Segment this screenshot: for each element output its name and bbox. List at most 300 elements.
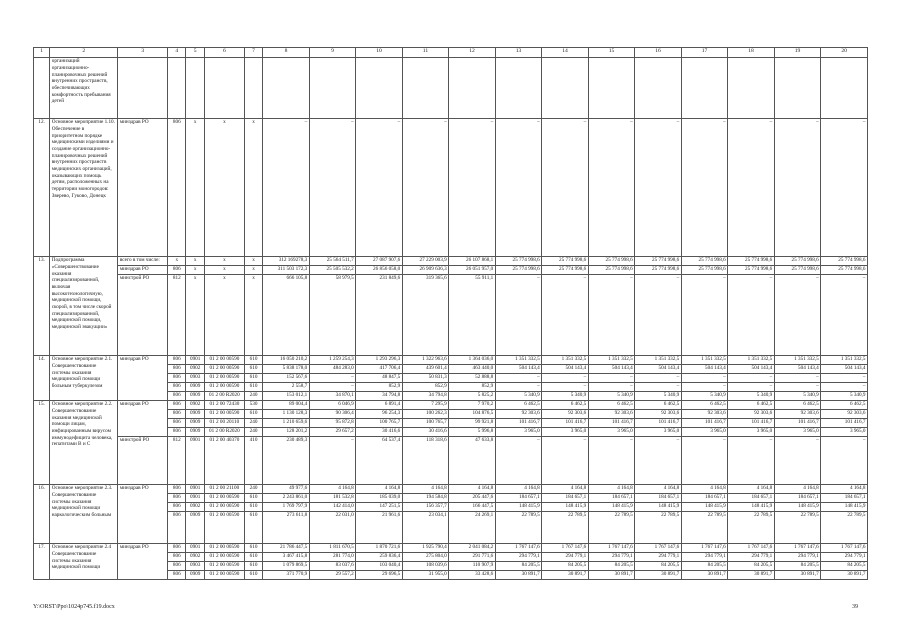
table-row <box>34 544 868 553</box>
table-body <box>34 58 868 580</box>
table-cell: 25 774 998,6 <box>495 266 542 275</box>
table-cell: 01 2 00 20110 <box>204 419 244 428</box>
table-cell: – <box>263 119 310 257</box>
table-cell: 4 164,8 <box>449 485 496 494</box>
table-cell: 184 657,1 <box>681 494 728 503</box>
table-cell: 294 779,1 <box>774 553 821 562</box>
table-cell: 417 706,4 <box>356 365 403 374</box>
table-cell: 26 856 058,0 <box>356 266 403 275</box>
table-cell: 666 105,8 <box>263 275 310 356</box>
table-cell: 1 767 147,6 <box>495 544 542 553</box>
table-cell: 2 558,7 <box>263 383 310 392</box>
table-cell: 184 657,1 <box>728 494 775 503</box>
table-cell: – <box>495 383 542 392</box>
table-cell: 22 789,5 <box>495 512 542 544</box>
table-cell: 22 031,0 <box>309 512 356 544</box>
page-number: 39 <box>852 604 858 610</box>
table-cell: 1 351 332,5 <box>635 356 682 365</box>
table-cell: 806 <box>168 553 186 562</box>
table-cell: – <box>635 275 682 356</box>
table-cell: 610 <box>244 365 262 374</box>
table-cell: 7 970,2 <box>449 401 496 410</box>
table-cell: 1 364 036,0 <box>449 356 496 365</box>
table-cell: 147 251,5 <box>356 503 403 512</box>
table-cell: 812 <box>168 437 186 485</box>
table-cell: 24 269,1 <box>449 512 496 544</box>
table-cell: 27 229 003,9 <box>402 257 449 266</box>
table-cell: 01 2 00 00590 <box>204 383 244 392</box>
column-header: 1 <box>34 48 50 58</box>
table-cell: 01 2 00 21100 <box>204 485 244 494</box>
table-cell: 13. <box>34 257 50 356</box>
table-cell: 22 789,5 <box>635 512 682 544</box>
table-cell: 0901 <box>186 356 204 365</box>
table-cell: – <box>635 383 682 392</box>
table-cell: 1 351 332,5 <box>542 356 589 365</box>
file-path: Y:\ORST\Ppo\1024p745.f19.docx <box>33 604 115 610</box>
table-cell <box>402 58 449 119</box>
table-cell: 101 416,7 <box>588 419 635 428</box>
table-cell: 0903 <box>186 562 204 571</box>
table-cell: х <box>186 257 204 266</box>
table-cell: 25 774 998,6 <box>728 266 775 275</box>
table-cell: 64 537,4 <box>356 437 403 485</box>
table-cell: 15. <box>34 401 50 485</box>
table-cell: 0903 <box>186 374 204 383</box>
table-cell <box>309 58 356 119</box>
table-cell: – <box>728 383 775 392</box>
table-cell: всего в том числе: <box>118 257 168 266</box>
table-cell: 92 303,6 <box>495 410 542 419</box>
table-cell: 01 2 00 00590 <box>204 494 244 503</box>
table-cell: 30 891,7 <box>495 571 542 580</box>
table-cell: 25 774 998,6 <box>542 257 589 266</box>
table-cell: 806 <box>168 401 186 410</box>
table-cell: минстрой РО <box>118 437 168 485</box>
table-cell: 92 303,6 <box>728 410 775 419</box>
table-cell: 806 <box>168 428 186 437</box>
table-cell: 29 696,5 <box>356 571 403 580</box>
table-cell: Основное мероприятие 2.2. Совершенствование оказания медицинской помощи лицам, инфицированным вирусом иммунодефицита человека, гепатитами В и С <box>50 401 118 485</box>
column-header: 20 <box>821 48 868 58</box>
table-cell: 34 794,8 <box>356 392 403 401</box>
table-cell: 01 2 00 00590 <box>204 374 244 383</box>
table-cell: 184 657,1 <box>774 494 821 503</box>
column-header: 19 <box>774 48 821 58</box>
table-cell: 25 774 998,6 <box>681 257 728 266</box>
table-cell: 610 <box>244 544 262 553</box>
table-cell: 22 789,5 <box>774 512 821 544</box>
table-cell <box>204 58 244 119</box>
table-cell: – <box>728 275 775 356</box>
column-header: 11 <box>402 48 449 58</box>
table-cell: 3 965,0 <box>542 428 589 437</box>
table-cell: 6 046,9 <box>309 401 356 410</box>
table-cell: 103 040,4 <box>356 562 403 571</box>
table-cell: 30 891,7 <box>774 571 821 580</box>
table-cell: – <box>774 374 821 383</box>
table-cell: 25 774 998,6 <box>635 257 682 266</box>
table-cell: 1 925 790,4 <box>402 544 449 553</box>
table-cell: 1 767 147,6 <box>774 544 821 553</box>
column-header: 13 <box>495 48 542 58</box>
table-cell: 0902 <box>186 365 204 374</box>
table-cell: 92 303,6 <box>588 410 635 419</box>
table-cell: 30 891,7 <box>542 571 589 580</box>
table-cell: 01 2 00 00590 <box>204 356 244 365</box>
table-cell: 0909 <box>186 410 204 419</box>
table-cell: 0909 <box>186 392 204 401</box>
table-cell: 92 303,6 <box>542 410 589 419</box>
table-cell: 6 462,5 <box>635 401 682 410</box>
table-cell: х <box>244 275 262 356</box>
table-row <box>34 275 868 356</box>
table-cell: 4 164,8 <box>402 485 449 494</box>
table-cell: 25 774 998,6 <box>728 257 775 266</box>
table-cell: 275 804,0 <box>402 553 449 562</box>
table-cell: х <box>204 257 244 266</box>
column-header: 4 <box>168 48 186 58</box>
table-cell: 01 2 00 00590 <box>204 512 244 544</box>
table-cell: 4 164,8 <box>588 485 635 494</box>
table-cell: 84 205,5 <box>588 562 635 571</box>
table-cell: 16 050 210,2 <box>263 356 310 365</box>
table-cell: 5 838 178,0 <box>263 365 310 374</box>
table-cell: 92 303,6 <box>635 410 682 419</box>
table-cell: 101 416,7 <box>774 419 821 428</box>
column-header: 10 <box>356 48 403 58</box>
table-row <box>34 58 868 119</box>
table-cell: 294 779,1 <box>588 553 635 562</box>
table-cell: 5 996,8 <box>449 428 496 437</box>
table-cell: 1 351 332,5 <box>821 356 868 365</box>
table-cell: 806 <box>168 419 186 428</box>
table-cell: 610 <box>244 553 262 562</box>
table-cell: – <box>681 119 728 257</box>
table-cell: – <box>821 437 868 485</box>
table-cell: 6 462,5 <box>728 401 775 410</box>
table-cell: 01 2 00 00590 <box>204 571 244 580</box>
table-cell: минздрав РО <box>118 485 168 544</box>
table-cell: 0902 <box>186 503 204 512</box>
table-cell <box>168 58 186 119</box>
table-cell: – <box>774 275 821 356</box>
table-cell: 610 <box>244 503 262 512</box>
column-header: 15 <box>588 48 635 58</box>
table-cell: 0901 <box>186 544 204 553</box>
table-cell: 27 087 907,6 <box>356 257 403 266</box>
table-cell: 610 <box>244 571 262 580</box>
table-cell: 294 779,1 <box>495 553 542 562</box>
table-cell: Основное мероприятие 2.4 Совершенствование системы оказания медицинской помощи <box>50 544 118 580</box>
table-cell: 0901 <box>186 485 204 494</box>
table-cell: х <box>186 119 204 257</box>
table-cell: 104 876,5 <box>449 410 496 419</box>
table-cell: 319 365,6 <box>402 275 449 356</box>
table-cell: 30 891,7 <box>588 571 635 580</box>
table-cell: 34 794,8 <box>402 392 449 401</box>
table-cell: х <box>168 257 186 266</box>
table-cell <box>244 58 262 119</box>
table-cell: 25 774 998,6 <box>681 266 728 275</box>
table-cell: 852,9 <box>356 383 403 392</box>
table-cell: 6 462,5 <box>495 401 542 410</box>
table-cell: 184 657,1 <box>821 494 868 503</box>
table-cell: 1 767 147,6 <box>542 544 589 553</box>
table-cell: 1 767 147,6 <box>728 544 775 553</box>
table-cell: 22 789,5 <box>728 512 775 544</box>
table-cell: 01 2 00 40370 <box>204 437 244 485</box>
table-cell: 812 <box>168 275 186 356</box>
table-cell: 1 351 332,5 <box>588 356 635 365</box>
table-row <box>34 266 868 275</box>
table-cell: 3 965,0 <box>681 428 728 437</box>
table-cell: 4 164,8 <box>542 485 589 494</box>
table-cell: организаций организационно-планировочных решений внутренних пространств, обеспечивающих комфортность пребывания детей <box>50 58 118 119</box>
table-cell: 504 143,4 <box>681 365 728 374</box>
table-cell: 14. <box>34 356 50 401</box>
table-cell: – <box>681 437 728 485</box>
table-cell: 3 965,0 <box>821 428 868 437</box>
table-cell: 3 965,0 <box>774 428 821 437</box>
table-cell: 610 <box>244 410 262 419</box>
table-cell: 291 771,6 <box>449 553 496 562</box>
table-cell: – <box>821 374 868 383</box>
table-cell: 25 774 998,6 <box>821 257 868 266</box>
table-cell: – <box>635 374 682 383</box>
table-cell: 0909 <box>186 419 204 428</box>
table-cell: – <box>588 275 635 356</box>
table-cell: 4 164,8 <box>821 485 868 494</box>
table-cell: 230 489,3 <box>263 437 310 485</box>
table-cell: – <box>774 437 821 485</box>
table-cell: 806 <box>168 562 186 571</box>
table-cell: 148 415,9 <box>728 503 775 512</box>
table-cell: – <box>821 275 868 356</box>
table-cell: 152 567,6 <box>263 374 310 383</box>
table-cell <box>542 58 589 119</box>
table-cell: 0902 <box>186 553 204 562</box>
table-cell: 1 210 659,6 <box>263 419 310 428</box>
table-cell: 25 774 998,6 <box>542 266 589 275</box>
table-cell <box>681 58 728 119</box>
table-cell: 294 779,1 <box>681 553 728 562</box>
column-header: 12 <box>449 48 496 58</box>
table-cell: 1 767 147,6 <box>681 544 728 553</box>
table-cell: – <box>635 437 682 485</box>
table-cell: 5 340,9 <box>588 392 635 401</box>
table-cell: – <box>588 374 635 383</box>
table-cell: 312 169278,3 <box>263 257 310 266</box>
table-cell: 3 965,0 <box>728 428 775 437</box>
table-cell: – <box>635 119 682 257</box>
table-cell: 148 415,9 <box>588 503 635 512</box>
table-cell: 84 205,5 <box>821 562 868 571</box>
table-cell <box>728 58 775 119</box>
table-cell: х <box>244 257 262 266</box>
table-cell: 01 2 00 00590 <box>204 553 244 562</box>
table-cell: 410 <box>244 437 262 485</box>
table-cell: 128 201,2 <box>263 428 310 437</box>
table-cell: 1 351 332,5 <box>728 356 775 365</box>
table-cell: 5 340,9 <box>681 392 728 401</box>
table-cell: 6 462,5 <box>774 401 821 410</box>
table-cell: 21 961,6 <box>356 512 403 544</box>
table-cell: 806 <box>168 485 186 494</box>
table-cell: х <box>204 119 244 257</box>
table-cell: 92 303,6 <box>681 410 728 419</box>
table-cell: 01 2 00 00590 <box>204 503 244 512</box>
table-cell: 01 2 00 00590 <box>204 365 244 374</box>
table-cell: – <box>821 383 868 392</box>
table-cell: Основное мероприятие 2.3. Совершенствование системы оказания медицинской помощи наркологическим больным <box>50 485 118 544</box>
table-cell: 110 907,9 <box>449 562 496 571</box>
table-cell: 0901 <box>186 494 204 503</box>
table-cell: 806 <box>168 392 186 401</box>
table-cell: 22 789,5 <box>542 512 589 544</box>
table-cell: 52 888,8 <box>449 374 496 383</box>
table-cell: – <box>728 119 775 257</box>
table-cell: 5 340,9 <box>542 392 589 401</box>
table-cell: 1 079 869,5 <box>263 562 310 571</box>
table-cell: – <box>542 383 589 392</box>
table-cell <box>821 58 868 119</box>
table-cell: Основное мероприятие 1.10. Обеспечение в приоритетном порядке медицинскими изделиями и создание организационно-планировочных решений внутренних пространств медицинских организаций, оказывающих помощь детям, расположенных на территории моногородов: Зверево, Гуково, Донецк <box>50 119 118 257</box>
table-row <box>34 437 868 485</box>
table-cell: 852,9 <box>402 383 449 392</box>
table-cell: 610 <box>244 383 262 392</box>
table-cell <box>186 58 204 119</box>
budget-table <box>33 47 868 580</box>
table-cell: – <box>774 383 821 392</box>
table-cell: 34 870,1 <box>309 392 356 401</box>
table-row <box>34 119 868 257</box>
table-cell: 96 254,3 <box>356 410 403 419</box>
table-cell: 84 205,5 <box>681 562 728 571</box>
table-cell: 1 293 296,3 <box>356 356 403 365</box>
table-cell: 148 415,9 <box>821 503 868 512</box>
table-cell: 99 921,8 <box>449 419 496 428</box>
table-cell: 4 164,8 <box>356 485 403 494</box>
table-cell: 610 <box>244 374 262 383</box>
table-cell: 101 416,7 <box>821 419 868 428</box>
table-cell: х <box>244 119 262 257</box>
table-cell: 25 564 511,7 <box>309 257 356 266</box>
table-cell: минздрав РО <box>118 119 168 257</box>
table-cell: 294 779,1 <box>728 553 775 562</box>
table-cell: 29 557,2 <box>309 571 356 580</box>
column-header: 5 <box>186 48 204 58</box>
table-cell: 184 657,1 <box>635 494 682 503</box>
column-header: 7 <box>244 48 262 58</box>
table-cell: 84 205,5 <box>495 562 542 571</box>
table-cell: 806 <box>168 365 186 374</box>
table-cell: 58 979,5 <box>309 275 356 356</box>
column-header: 6 <box>204 48 244 58</box>
table-cell: 101 416,7 <box>681 419 728 428</box>
table-cell: 16. <box>34 485 50 544</box>
table-cell: – <box>542 374 589 383</box>
table-cell: 148 415,9 <box>774 503 821 512</box>
table-cell <box>449 58 496 119</box>
table-cell: 0902 <box>186 401 204 410</box>
table-cell: 3 965,0 <box>495 428 542 437</box>
table-cell: 240 <box>244 419 262 428</box>
table-cell: 2 041 084,2 <box>449 544 496 553</box>
table-cell: 30 416,6 <box>402 428 449 437</box>
table-cell: 610 <box>244 562 262 571</box>
table-cell: 95 872,8 <box>309 419 356 428</box>
table-cell: – <box>728 374 775 383</box>
table-cell: 101 416,7 <box>542 419 589 428</box>
table-cell: 4 164,8 <box>681 485 728 494</box>
table-cell: 25 774 998,6 <box>635 266 682 275</box>
table-cell: 84 205,5 <box>728 562 775 571</box>
table-cell: 22 789,5 <box>588 512 635 544</box>
table-cell: – <box>542 119 589 257</box>
table-cell: 6 462,5 <box>542 401 589 410</box>
table-cell: 25 774 998,6 <box>588 266 635 275</box>
table-cell: 1 259 254,3 <box>309 356 356 365</box>
table-row <box>34 485 868 494</box>
table-cell: 504 143,4 <box>542 365 589 374</box>
table-cell: минстрой РО <box>118 275 168 356</box>
table-cell: – <box>588 119 635 257</box>
table-cell: 806 <box>168 374 186 383</box>
table-cell: 25 774 998,6 <box>495 257 542 266</box>
table-cell: 0909 <box>186 571 204 580</box>
table-cell: – <box>449 119 496 257</box>
column-header: 17 <box>681 48 728 58</box>
table-row <box>34 257 868 266</box>
table-cell: Подпрограмма «Совершенствование оказания специализированной, включая высокотехнологичную, медицинской помощи, скорой, в том числе скорой специализированной, медицинской помощи, медицинской эвакуации» <box>50 257 118 356</box>
table-cell <box>356 58 403 119</box>
table-cell: 294 779,1 <box>542 553 589 562</box>
table-cell: 84 205,5 <box>635 562 682 571</box>
table-cell: 01 2 00 72430 <box>204 401 244 410</box>
table-cell: – <box>774 119 821 257</box>
table-cell <box>118 58 168 119</box>
table-cell <box>495 58 542 119</box>
table-cell: 101 416,7 <box>495 419 542 428</box>
table-cell: 148 415,9 <box>495 503 542 512</box>
table-cell: 504 143,4 <box>728 365 775 374</box>
table-cell: минздрав РО <box>118 401 168 437</box>
table-cell: – <box>681 275 728 356</box>
table-cell <box>774 58 821 119</box>
table-cell: 4 164,8 <box>728 485 775 494</box>
table-cell: 100 765,7 <box>402 419 449 428</box>
table-cell: 504 143,4 <box>774 365 821 374</box>
table-cell: 504 143,4 <box>495 365 542 374</box>
table-cell: 5 340,9 <box>728 392 775 401</box>
table-cell: 01 2 00 00590 <box>204 544 244 553</box>
table-cell: 22 789,5 <box>821 512 868 544</box>
table-cell: 01 2 00 00590 <box>204 410 244 419</box>
table-cell: 1 322 963,6 <box>402 356 449 365</box>
table-cell: 610 <box>244 494 262 503</box>
table-row <box>34 401 868 410</box>
table-cell: 806 <box>168 503 186 512</box>
table-cell: – <box>542 437 589 485</box>
table-cell: – <box>402 119 449 257</box>
table-cell: – <box>309 383 356 392</box>
table-cell: – <box>681 383 728 392</box>
table-cell: 89 004,4 <box>263 401 310 410</box>
table-cell: – <box>309 119 356 257</box>
table-cell: 1 767 147,6 <box>588 544 635 553</box>
table-cell: 156 357,7 <box>402 503 449 512</box>
